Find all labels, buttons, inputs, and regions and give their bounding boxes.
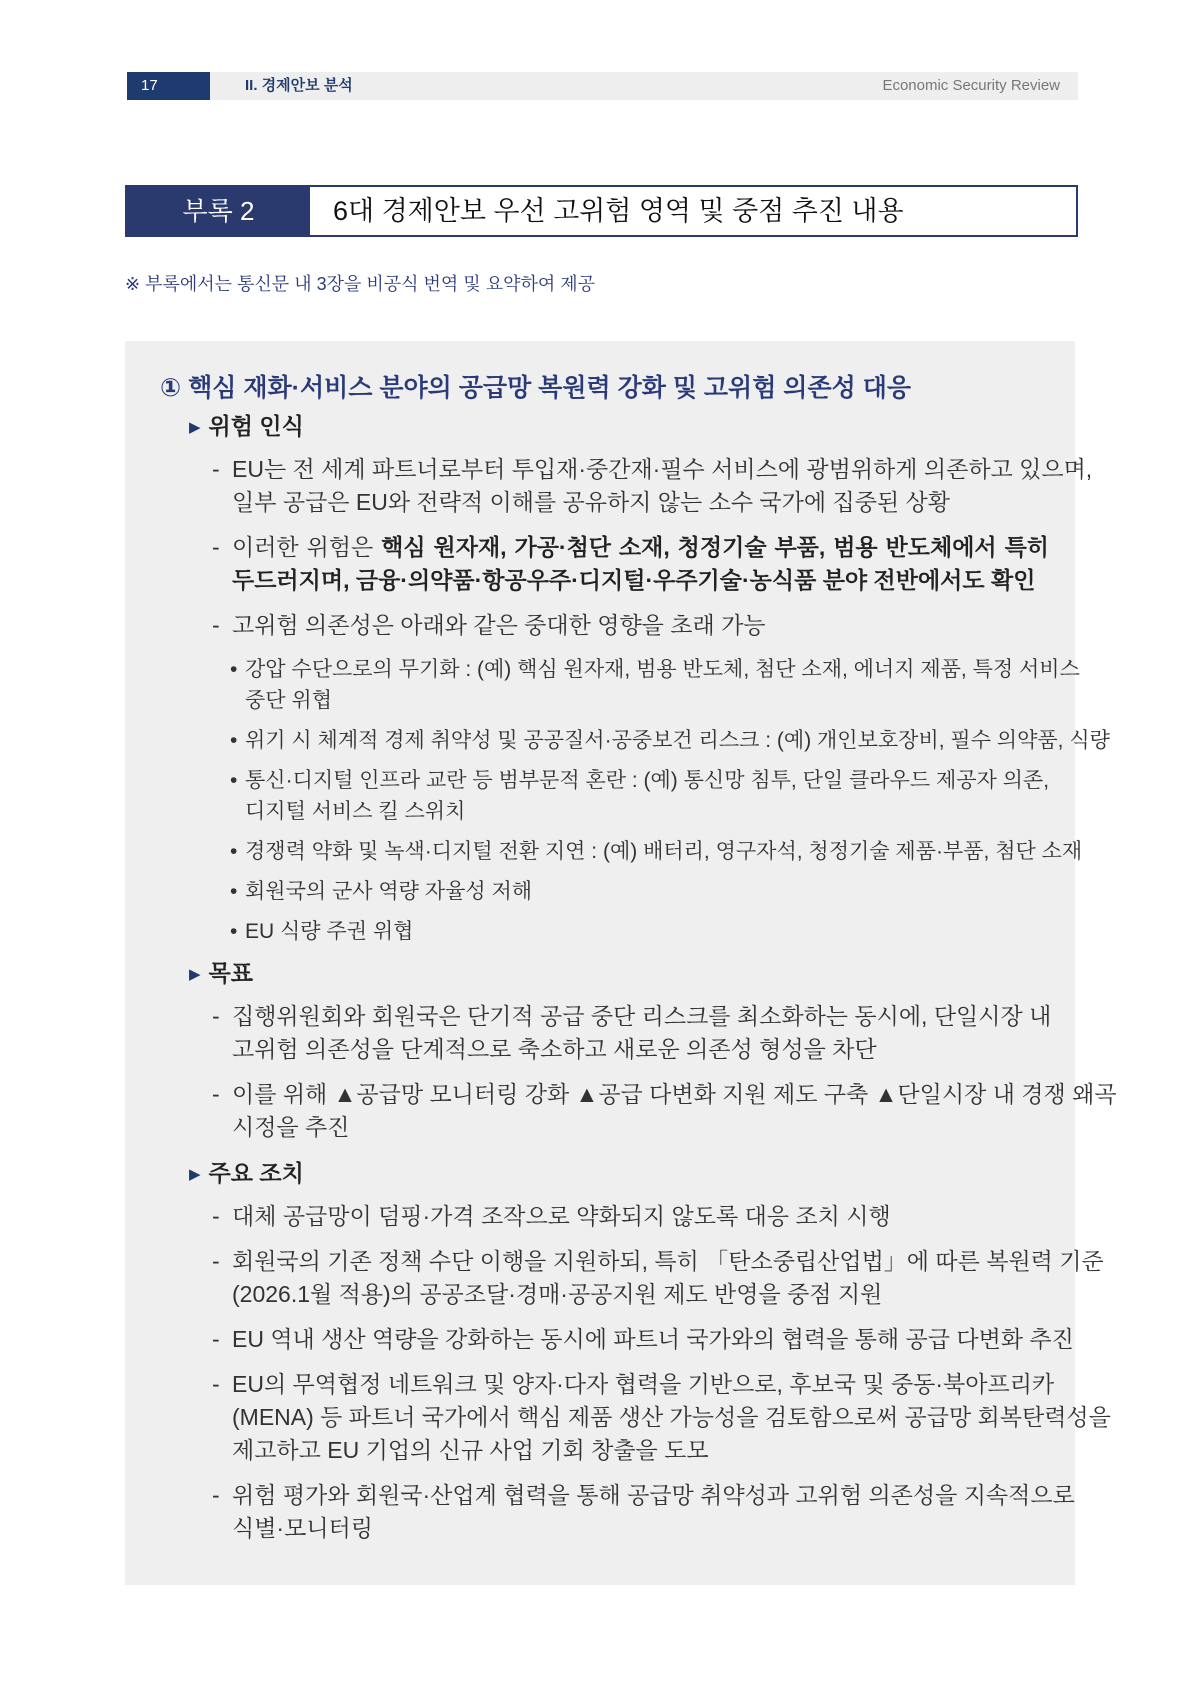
list-item	[195, 1200, 1049, 1233]
bullet-dot: •	[230, 880, 238, 903]
subheading-label: 위험 인식	[208, 413, 304, 439]
running-header	[127, 72, 1078, 100]
page-number: 17	[127, 72, 210, 100]
triangle-right-icon: ▶	[189, 419, 201, 436]
subheading-goal	[189, 956, 1049, 992]
text-line: 위기 시 체계적 경제 취약성 및 공공질서·공중보건 리스크 : (예) 개인보호장비, 필수 의약품, 식량	[245, 729, 1110, 752]
list-item: - 이러한 위험은 핵심 원자재, 가공·첨단 소재, 청정기술 부품, 범용 반도체에서 특히 두드러지며, 금융·의약품·항공우주·디지털·우주기술·농식품 분야 전반에서도 확인	[195, 531, 1049, 597]
text-line: 디지털 서비스 킬 스위치	[245, 800, 466, 823]
text-line: 중단 위협	[245, 689, 332, 712]
dash-marker: -	[212, 1003, 220, 1029]
bullet-item	[230, 654, 1080, 716]
publication-name: Economic Security Review	[882, 77, 1060, 94]
bullet-dot: •	[230, 840, 238, 863]
triangle-right-icon: ▶	[189, 1166, 201, 1183]
subheading-risk	[189, 409, 1049, 445]
subheading-measures	[189, 1156, 1049, 1192]
bold-text: 두드러지며, 금융·의약품·항공우주·디지털·우주기술·농식품 분야 전반에서도 확인	[232, 567, 1036, 593]
section-content	[189, 409, 1117, 1557]
list-item	[195, 1323, 1074, 1356]
text-line: EU 식량 주권 위협	[245, 920, 414, 943]
text-line: (MENA) 등 파트너 국가에서 핵심 제품 생산 가능성을 검토함으로써 공급망 회복탄력성을	[232, 1404, 1111, 1430]
text-line: 회원국의 기존 정책 수단 이행을 지원하되, 특히 「탄소중립산업법」에 따른 복원력 기준	[232, 1248, 1104, 1274]
bold-text: 핵심 원자재, 가공·첨단 소재, 청정기술 부품, 범용 반도체에서 특히	[381, 534, 1049, 560]
bullet-item	[230, 765, 1049, 827]
text-line: EU는 전 세계 파트너로부터 투입재·중간재·필수 서비스에 광범위하게 의존하고 있으며,	[232, 456, 1093, 482]
dash-marker: -	[212, 1482, 220, 1508]
content-box	[125, 341, 1117, 1585]
bullet-item	[230, 916, 1049, 947]
appendix-title-box	[125, 185, 1078, 237]
text-line: 고위험 의존성을 단계적으로 축소하고 새로운 의존성 형성을 차단	[232, 1036, 877, 1062]
dash-marker: -	[212, 1248, 220, 1274]
text-line: 회원국의 군사 역량 자율성 저해	[245, 880, 533, 903]
section-label: II. 경제안보 분석	[245, 77, 353, 94]
list-item: - EU는 전 세계 파트너로부터 투입재·중간재·필수 서비스에 광범위하게 의존하고 있으며, 일부 공급은 EU와 전략적 이해를 공유하지 않는 소수 국가에 집중된 상황	[195, 453, 1049, 519]
text-line: 집행위원회와 회원국은 단기적 공급 중단 리스크를 최소화하는 동시에, 단일시장 내	[232, 1003, 1052, 1029]
text-line: (2026.1월 적용)의 공공조달·경매·공공지원 제도 반영을 중점 지원	[232, 1281, 883, 1307]
text-line: 시정을 추진	[232, 1114, 350, 1140]
list-item	[195, 1245, 1104, 1311]
text-line: EU의 무역협정 네트워크 및 양자·다자 협력을 기반으로, 후보국 및 중동·북아프리카	[232, 1371, 1055, 1397]
bullet-dot: •	[230, 658, 238, 681]
text-line: 식별·모니터링	[232, 1515, 373, 1541]
dash-marker: -	[212, 1371, 220, 1397]
triangle-right-icon: ▶	[189, 966, 201, 983]
subheading-label: 주요 조치	[208, 1160, 304, 1186]
bullet-item	[230, 876, 1049, 907]
text-line: 통신·디지털 인프라 교란 등 범부문적 혼란 : (예) 통신망 침투, 단일 클라우드 제공자 의존,	[245, 769, 1050, 792]
dash-marker: -	[212, 1203, 220, 1229]
list-item	[195, 1000, 1052, 1066]
text-line: 제고하고 EU 기업의 신규 사업 기회 창출을 도모	[232, 1437, 709, 1463]
bullet-dot: •	[230, 729, 238, 752]
list-item	[195, 1479, 1075, 1545]
list-item	[195, 1368, 1111, 1467]
text-line: 이를 위해 ▲공급망 모니터링 강화 ▲공급 다변화 지원 제도 구축 ▲단일시장 내 경쟁 왜곡	[232, 1081, 1117, 1107]
section-heading: ① 핵심 재화·서비스 분야의 공급망 복원력 강화 및 고위험 의존성 대응	[160, 374, 912, 402]
appendix-title: 6대 경제안보 우선 고위험 영역 및 중점 추진 내용	[333, 196, 904, 226]
bullet-dot: •	[230, 920, 238, 943]
text-segment: 이러한 위험은	[232, 534, 382, 560]
appendix-label: 부록 2	[127, 187, 310, 235]
list-item	[195, 1078, 1117, 1144]
list-item: - 고위험 의존성은 아래와 같은 중대한 영향을 초래 가능	[195, 609, 1049, 642]
bullet-item	[230, 836, 1083, 867]
text-line: EU 역내 생산 역량을 강화하는 동시에 파트너 국가와의 협력을 통해 공급 다변화 추진	[232, 1326, 1074, 1352]
text-line: 위험 평가와 회원국·산업계 협력을 통해 공급망 취약성과 고위험 의존성을 지속적으로	[232, 1482, 1075, 1508]
text-line: 일부 공급은 EU와 전략적 이해를 공유하지 않는 소수 국가에 집중된 상황	[232, 489, 950, 515]
appendix-note: ※ 부록에서는 통신문 내 3장을 비공식 번역 및 요약하여 제공	[125, 274, 596, 294]
bullet-dot: •	[230, 769, 238, 792]
subheading-label: 목표	[208, 960, 253, 986]
text-line: 경쟁력 약화 및 녹색·디지털 전환 지연 : (예) 배터리, 영구자석, 청정기술 제품·부품, 첨단 소재	[245, 840, 1083, 863]
dash-marker: -	[212, 1081, 220, 1107]
text-line: 고위험 의존성은 아래와 같은 중대한 영향을 초래 가능	[232, 612, 766, 638]
bullet-item	[230, 725, 1110, 756]
dash-marker: -	[212, 1326, 220, 1352]
text-line: 강압 수단으로의 무기화 : (예) 핵심 원자재, 범용 반도체, 첨단 소재, 에너지 제품, 특정 서비스	[245, 658, 1080, 681]
text-line: 대체 공급망이 덤핑·가격 조작으로 약화되지 않도록 대응 조치 시행	[232, 1203, 891, 1229]
